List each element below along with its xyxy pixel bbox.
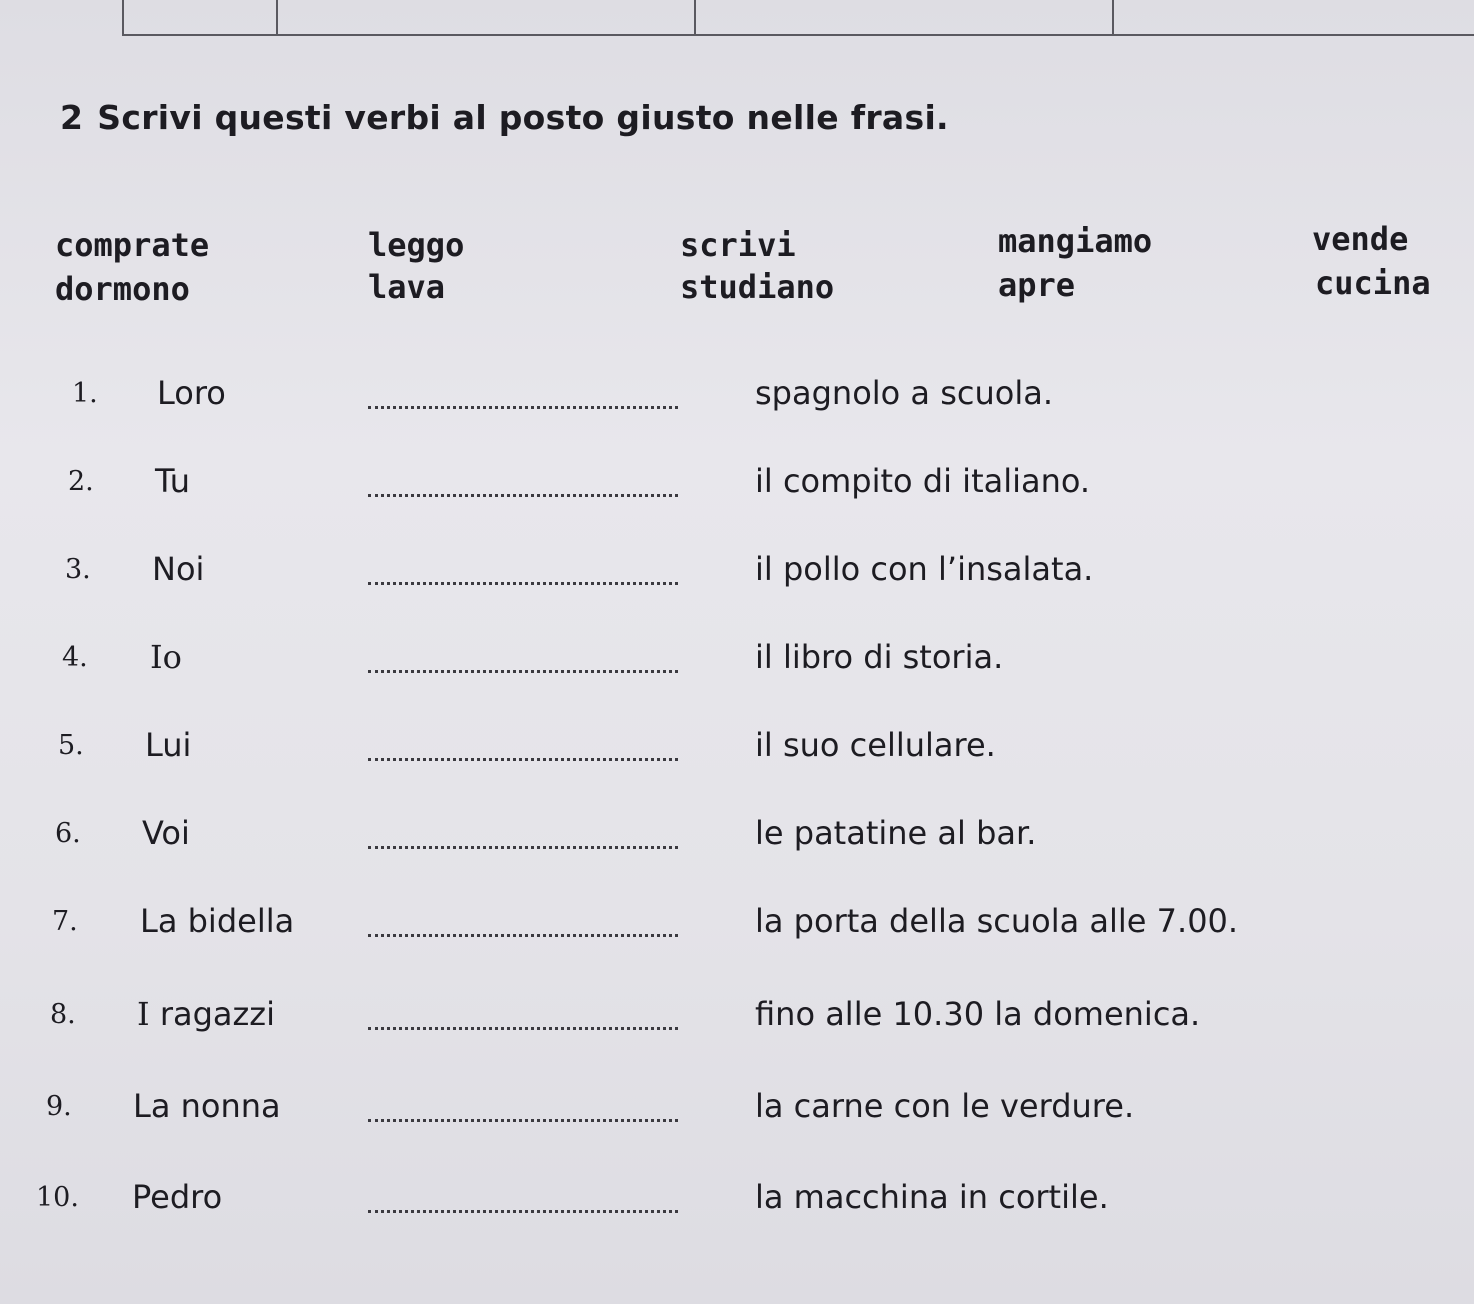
answer-blank[interactable]	[368, 1204, 678, 1213]
answer-blank[interactable]	[368, 488, 678, 497]
sentence-row	[0, 462, 1474, 522]
sentence-ending: il suo cellulare.	[755, 726, 996, 764]
exercise-heading	[60, 98, 949, 137]
sentence-number: 6.	[55, 818, 81, 849]
sentence-ending: la macchina in cortile.	[755, 1178, 1109, 1216]
sentence-number: 10.	[36, 1182, 79, 1213]
word-bank-item: studiano	[680, 268, 835, 306]
sentence-subject-word: ragazzi	[159, 995, 275, 1033]
sentence-subject: Noi	[152, 550, 205, 588]
word-bank-item: vende	[1312, 220, 1409, 258]
sentence-ending: la carne con le verdure.	[755, 1087, 1135, 1125]
table-divider	[694, 0, 696, 34]
sentence-row	[0, 1178, 1474, 1238]
answer-blank[interactable]	[368, 1113, 678, 1122]
sentence-subject: La nonna	[133, 1087, 281, 1125]
answer-blank[interactable]	[368, 752, 678, 761]
sentence-subject: Lui	[145, 726, 192, 764]
word-bank-item: scrivi	[680, 226, 796, 264]
table-divider	[276, 0, 278, 34]
word-bank-item: mangiamo	[998, 222, 1153, 260]
sentence-number: 5.	[58, 730, 84, 761]
answer-blank[interactable]	[368, 1021, 678, 1030]
sentence-number: 4.	[62, 642, 88, 673]
sentence-number: 2.	[68, 466, 94, 497]
sentence-row	[0, 995, 1474, 1055]
table-divider	[1112, 0, 1114, 34]
sentence-subject: Pedro	[132, 1178, 223, 1216]
word-bank-item: lava	[368, 268, 446, 306]
sentence-subject: Loro	[157, 374, 226, 412]
sentence-subject: Io	[150, 638, 182, 676]
answer-blank[interactable]	[368, 928, 678, 937]
sentence-number: 1.	[72, 378, 98, 409]
table-edge-top	[122, 0, 1474, 36]
sentence-subject: Tu	[155, 462, 190, 500]
sentence-number: 3.	[65, 554, 91, 585]
table-divider	[122, 0, 124, 34]
word-bank-item: leggo	[368, 226, 465, 264]
answer-blank[interactable]	[368, 576, 678, 585]
sentence-ending: il pollo con l’insalata.	[755, 550, 1094, 588]
sentence-number: 7.	[52, 906, 78, 937]
sentence-number: 9.	[46, 1091, 72, 1122]
sentence-subject: Voi	[142, 814, 190, 852]
sentence-ending: il libro di storia.	[755, 638, 1004, 676]
word-bank-item: comprate	[55, 226, 210, 264]
sentence-ending: il compito di italiano.	[755, 462, 1091, 500]
answer-blank[interactable]	[368, 400, 678, 409]
word-bank-item: apre	[998, 266, 1076, 304]
exercise-number: 2	[60, 98, 84, 137]
sentence-number: 8.	[50, 999, 76, 1030]
sentence-row	[0, 1087, 1474, 1147]
sentence-ending: le patatine al bar.	[755, 814, 1037, 852]
exercise-instruction: Scrivi questi verbi al posto giusto nelle frasi.	[97, 98, 949, 137]
sentence-subject-initial: I	[137, 995, 150, 1033]
word-bank-item: cucina	[1315, 264, 1431, 302]
sentence-ending: spagnolo a scuola.	[755, 374, 1053, 412]
sentence-subject: La bidella	[140, 902, 295, 940]
sentence-row	[0, 374, 1474, 434]
answer-blank[interactable]	[368, 840, 678, 849]
sentence-row	[0, 638, 1474, 698]
sentence-row	[0, 902, 1474, 962]
sentence-row	[0, 726, 1474, 786]
sentence-ending: fino alle 10.30 la domenica.	[755, 995, 1201, 1033]
sentence-row	[0, 814, 1474, 874]
word-bank-item: dormono	[55, 270, 190, 308]
answer-blank[interactable]	[368, 664, 678, 673]
sentence-row	[0, 550, 1474, 610]
sentence-ending: la porta della scuola alle 7.00.	[755, 902, 1239, 940]
sentence-subject	[137, 995, 275, 1033]
